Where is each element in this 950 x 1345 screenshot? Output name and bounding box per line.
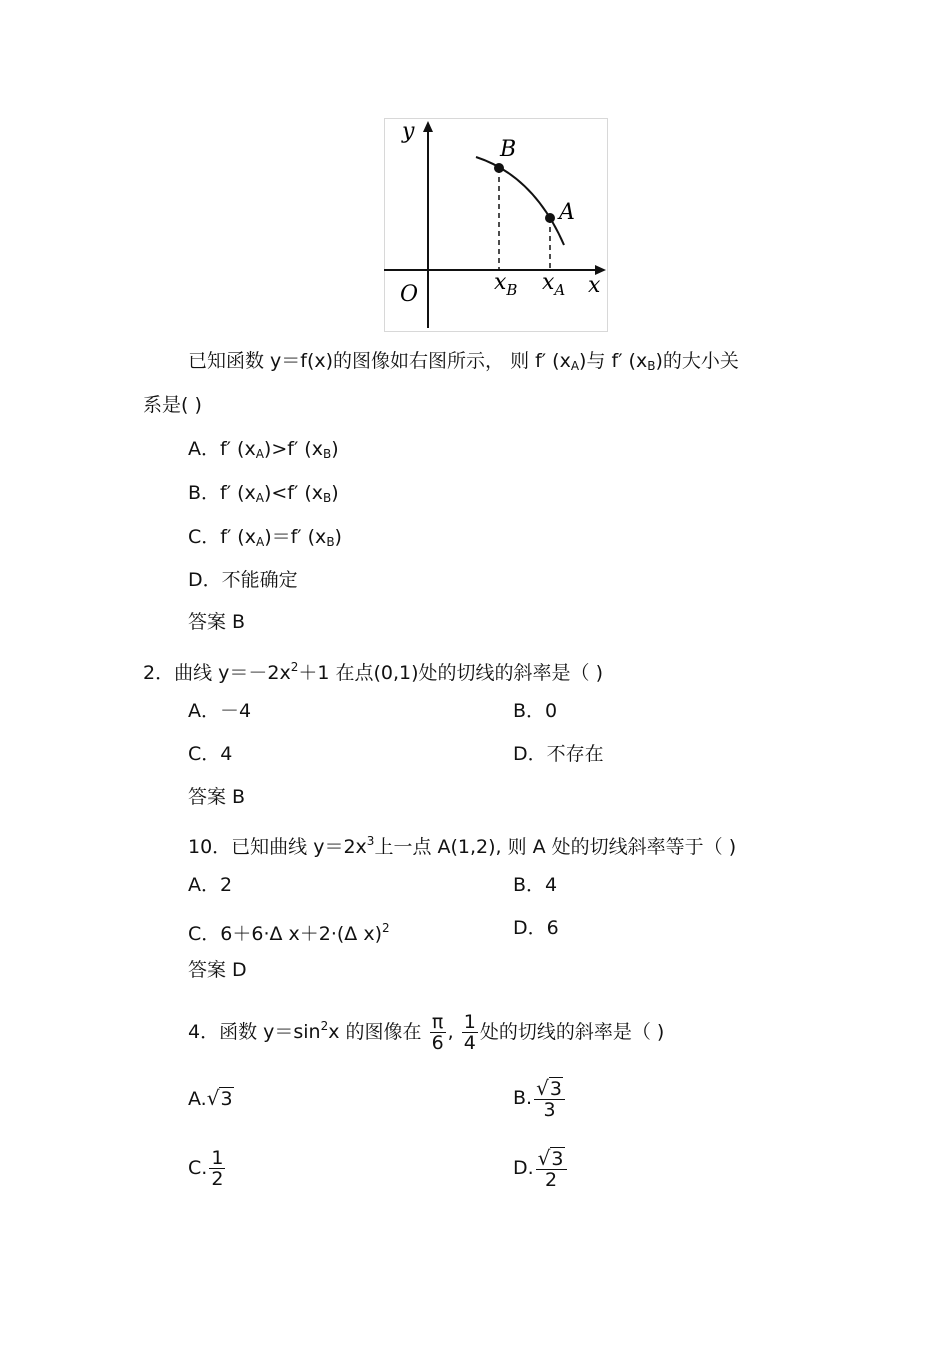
- q4-fraction-1-over-4: $\frac{1}{4}$: [463, 1011, 476, 1054]
- q10-stem: 10．已知曲线 $y=2x^3$上一点 A(1,2), 则 A 处的切线斜率等于（ ): [188, 834, 737, 858]
- q1-option-d: D．不能确定: [188, 569, 298, 591]
- q10-answer: 答案 D: [188, 959, 247, 981]
- q1-option-b: B．f′ $(x_A)<f'$ $(x_B)$: [188, 482, 339, 505]
- x-axis-label: x: [588, 273, 601, 298]
- q10-option-b: B．4: [513, 874, 558, 896]
- point-a-label: A: [559, 200, 575, 225]
- q4-option-c: C. $\frac{1}{2}$: [188, 1147, 224, 1190]
- q10-option-a: A．2: [188, 874, 233, 896]
- origin-label: O: [400, 282, 419, 307]
- q4-option-a: A.√3: [188, 1086, 233, 1110]
- q4-stem: 4．函数 $y=\sin^2x$ 的图像在 $\frac{\pi}{6}$ , $\frac{1}{4}$ 处的切线的斜率是（ ): [188, 1011, 665, 1054]
- q2-option-a: A．－4: [188, 700, 252, 722]
- q4-option-d: D. $\frac{√3}{2}$: [513, 1140, 569, 1196]
- q2-option-d: D．不存在: [513, 743, 604, 765]
- point-b-label: B: [500, 137, 517, 162]
- q1-stem-line2: 系是( ): [143, 394, 202, 416]
- q1-option-c: C．f′ $(x_A)=f'$ $(x_B)$: [188, 526, 342, 549]
- q4-option-d-fraction: $\frac{√3}{2}$: [536, 1148, 567, 1190]
- q1-answer: 答案 B: [188, 611, 246, 633]
- q4-fraction-pi-over-6: $\frac{\pi}{6}$: [431, 1011, 444, 1054]
- tick-label-xb: $x_B$: [494, 270, 518, 299]
- q4-option-b: B. $\frac{√3}{3}$: [513, 1070, 567, 1126]
- q2-answer: 答案 B: [188, 786, 246, 808]
- function-graph-figure: [384, 118, 608, 332]
- point-a: [545, 213, 555, 223]
- y-axis-arrow: [423, 121, 433, 132]
- y-axis-label: y: [402, 119, 415, 144]
- q1-option-a: A．f′ $(x_A)>f'$ $(x_B)$: [188, 438, 339, 461]
- q4-option-b-fraction: $\frac{√3}{3}$: [534, 1078, 565, 1120]
- q2-option-c: C．4: [188, 743, 233, 765]
- point-b: [494, 163, 504, 173]
- q1-stem-line1: 已知函数 y＝f(x)的图像如右图所示， 则 f′ $(x_A)$与 f′ $(x_B)$的大小关: [188, 350, 739, 373]
- sqrt-symbol-a: √3: [206, 1086, 233, 1110]
- q10-option-d: D．6: [513, 917, 559, 939]
- q4-option-c-fraction: $\frac{1}{2}$: [211, 1147, 224, 1190]
- q2-option-b: B．0: [513, 700, 558, 722]
- q10-option-c: C．6＋6·Δ x＋2·(Δ x)$^2$: [188, 921, 390, 945]
- tick-label-xa: $x_A$: [542, 270, 566, 299]
- q2-stem: 2．曲线 $y=-2x^2+1$ 在点(0,1)处的切线的斜率是（ ): [143, 660, 603, 684]
- function-curve: [476, 157, 564, 245]
